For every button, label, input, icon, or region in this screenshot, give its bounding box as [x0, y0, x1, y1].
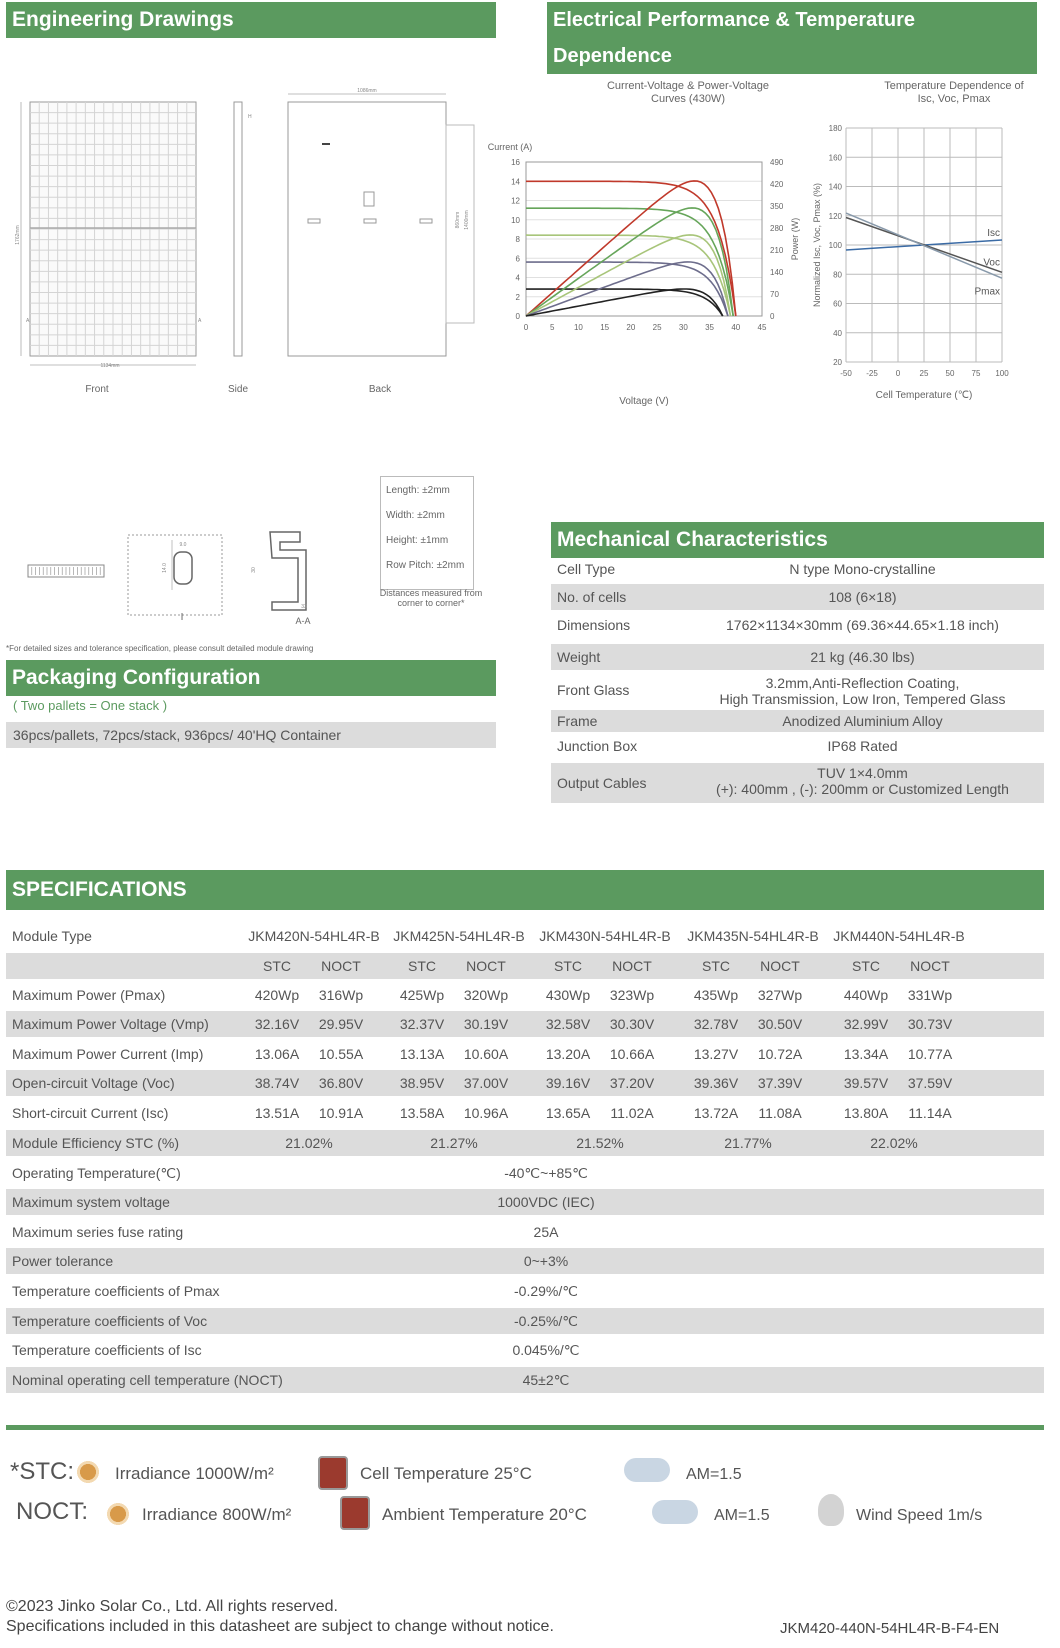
mechanical-row — [551, 734, 1044, 758]
dim-profile-30-label: 30 — [251, 567, 257, 573]
packaging-header: Packaging Configuration — [6, 660, 496, 696]
dim-width-label: 1134mm — [100, 363, 120, 369]
section-aa-label: A-A — [295, 616, 311, 626]
spec-value: 10.77A — [907, 1046, 953, 1062]
spec-value: 37.39V — [757, 1075, 803, 1091]
efficiency-value: 21.77% — [724, 1135, 772, 1151]
efficiency-value: 21.02% — [285, 1135, 333, 1151]
mechanical-row — [551, 612, 1044, 638]
front-view-drawing — [21, 102, 196, 365]
tolerance-note: Distances measured from corner to corner* — [379, 588, 483, 608]
engineering-drawings — [0, 70, 500, 400]
spec-common-label: Maximum system voltage — [12, 1194, 170, 1210]
spec-value: 38.74V — [254, 1075, 300, 1091]
efficiency-value: 21.52% — [576, 1135, 624, 1151]
wind-icon — [818, 1494, 844, 1526]
temp-x-tick: 25 — [919, 369, 929, 378]
mechanical-row — [551, 557, 1044, 581]
iv-x-tick: 30 — [678, 323, 688, 332]
temp-x-tick: 100 — [995, 369, 1009, 378]
iv-x-tick: 20 — [626, 323, 636, 332]
spec-value: 10.91A — [318, 1105, 364, 1121]
drawing-footnote: *For detailed sizes and tolerance specification, please consult detailed module drawing — [6, 644, 314, 653]
spec-value: 29.95V — [318, 1016, 364, 1032]
spec-common-value: -40℃~+85℃ — [504, 1165, 588, 1181]
mechanical-value — [681, 765, 1044, 797]
temp-legend-pmax: Pmax — [974, 286, 1000, 298]
spec-common-value: 1000VDC (IEC) — [497, 1194, 595, 1210]
spec-value: 11.08A — [758, 1105, 802, 1121]
mechanical-label: No. of cells — [557, 589, 627, 605]
mechanical-header: Mechanical Characteristics — [551, 522, 1044, 558]
spec-value: 32.58V — [545, 1016, 591, 1032]
mechanical-row — [551, 673, 1044, 707]
mechanical-label: Front Glass — [557, 682, 630, 698]
spec-value: 32.78V — [693, 1016, 739, 1032]
temp-y-tick: 40 — [833, 328, 842, 338]
noct-header: NOCT — [910, 958, 950, 974]
temp-y-tick: 80 — [833, 270, 842, 280]
iv-x-tick: 10 — [573, 323, 583, 332]
spec-common-row — [6, 1367, 1044, 1393]
noct-wind-speed: Wind Speed 1m/s — [856, 1507, 983, 1524]
efficiency-label: Module Efficiency STC (%) — [12, 1135, 180, 1151]
spec-value: 11.14A — [908, 1105, 952, 1121]
noct-label: NOCT: — [16, 1498, 88, 1525]
mechanical-value — [681, 561, 1044, 577]
spec-value: 37.00V — [463, 1075, 509, 1091]
model-name: JKM430N-54HL4R-B — [539, 928, 671, 944]
iv-y2-tick: 420 — [770, 180, 784, 189]
stc-header: STC — [852, 958, 880, 974]
dim-height-label: 1762mm — [15, 225, 21, 245]
iv-y-axis-label: Current (A) — [487, 142, 533, 152]
mechanical-value-line: Anodized Aluminium Alloy — [782, 713, 943, 729]
spec-common-label: Operating Temperature(℃) — [12, 1165, 181, 1181]
side-view-drawing — [234, 102, 242, 356]
footer-code: JKM420-440N-54HL4R-B-F4-EN — [780, 1620, 1000, 1637]
stc-header: STC — [408, 958, 436, 974]
iv-y-tick: 6 — [515, 254, 520, 264]
spec-value: 32.99V — [843, 1016, 889, 1032]
packaging-subtitle: ( Two pallets = One stack ) — [13, 698, 168, 713]
thermometer-icon — [340, 1496, 370, 1530]
spec-value: 420Wp — [254, 987, 300, 1003]
iv-curve — [526, 289, 723, 316]
spec-row-label: Maximum Power Voltage (Vmp) — [12, 1016, 209, 1032]
tolerance-row-pitch: Row Pitch: ±2mm — [386, 560, 465, 571]
spec-common-row — [6, 1219, 1044, 1245]
mechanical-value-line: 1762×1134×30mm (69.36×44.65×1.18 inch) — [726, 617, 999, 633]
dim-detail-14-label: 14.0 — [162, 563, 168, 573]
back-view-drawing — [288, 94, 474, 356]
iv-y-tick: 10 — [511, 215, 520, 225]
spec-row — [6, 1100, 1044, 1126]
temp-x-tick: 50 — [945, 369, 955, 378]
noct-header: NOCT — [466, 958, 506, 974]
edge-section-drawing — [28, 565, 104, 577]
frame-profile-drawing — [270, 532, 306, 610]
spec-row — [6, 1070, 1044, 1096]
tolerance-width: Width: ±2mm — [386, 510, 445, 521]
stc-noct-header-row — [6, 953, 1044, 979]
spec-bottom-rule — [6, 1425, 1044, 1430]
temp-x-tick: -25 — [866, 369, 878, 378]
spec-common-value: 0~+3% — [523, 1253, 569, 1269]
temp-y-axis-label: Normalized Isc, Voc, Pmax (%) — [812, 182, 822, 308]
iv-y2-tick: 350 — [770, 202, 784, 211]
spec-common-label: Temperature coefficients of Isc — [12, 1342, 202, 1358]
iv-x-tick: 5 — [549, 323, 555, 332]
section-i-label: I — [180, 612, 184, 623]
mechanical-row — [551, 763, 1044, 803]
spec-value: 440Wp — [843, 987, 889, 1003]
dim-back-top-label: 1086mm — [357, 88, 377, 94]
stc-header: STC — [702, 958, 730, 974]
efficiency-row — [6, 1130, 1044, 1156]
noct-header: NOCT — [612, 958, 652, 974]
thermometer-icon — [318, 1456, 348, 1490]
mechanical-row — [551, 584, 1044, 610]
spec-value: 39.16V — [545, 1075, 591, 1091]
noct-ambient-temperature: Ambient Temperature 20°C — [382, 1505, 587, 1524]
efficiency-value: 21.27% — [430, 1135, 478, 1151]
spec-value: 323Wp — [609, 987, 655, 1003]
cloud-icon — [652, 1500, 698, 1524]
engineering-drawings-header: Engineering Drawings — [6, 2, 496, 38]
mechanical-value-line: 108 (6×18) — [828, 589, 897, 605]
temp-y-tick: 160 — [828, 153, 842, 163]
spec-value: 320Wp — [463, 987, 509, 1003]
spec-value: 13.20A — [545, 1046, 591, 1062]
mechanical-row — [551, 644, 1044, 670]
spec-value: 13.34A — [843, 1046, 889, 1062]
mechanical-value-line: 3.2mm,Anti-Reflection Coating, — [765, 675, 960, 691]
spec-common-value: 25A — [533, 1224, 559, 1240]
iv-chart-title: Current-Voltage & Power-Voltage Curves (430W) — [606, 80, 770, 105]
spec-common-value: -0.29%/℃ — [514, 1283, 578, 1299]
spec-value: 32.16V — [254, 1016, 300, 1032]
specifications-header: SPECIFICATIONS — [6, 870, 1044, 910]
stc-header: STC — [263, 958, 291, 974]
temp-y-tick: 140 — [828, 182, 842, 192]
model-name: JKM425N-54HL4R-B — [393, 928, 525, 944]
spec-value: 13.51A — [254, 1105, 300, 1121]
spec-value: 327Wp — [757, 987, 803, 1003]
mechanical-row — [551, 710, 1044, 732]
mechanical-value — [681, 617, 1044, 633]
stc-header: STC — [554, 958, 582, 974]
temp-x-tick: 0 — [895, 369, 901, 378]
mechanical-value-line: N type Mono-crystalline — [789, 561, 936, 577]
spec-common-row — [6, 1248, 1044, 1274]
iv-y-tick: 16 — [511, 158, 520, 167]
efficiency-value: 22.02% — [870, 1135, 918, 1151]
iv-x-tick: 40 — [731, 323, 741, 332]
spec-row-label: Maximum Power (Pmax) — [12, 987, 166, 1003]
spec-common-value: 45±2℃ — [522, 1372, 570, 1388]
mechanical-label: Output Cables — [557, 775, 647, 791]
spec-common-value: -0.25%/℃ — [514, 1313, 578, 1329]
iv-y2-tick: 490 — [770, 158, 784, 167]
spec-common-row — [6, 1278, 1044, 1304]
spec-row — [6, 1011, 1044, 1037]
spec-value: 13.65A — [545, 1105, 591, 1121]
iv-y2-tick: 0 — [770, 312, 775, 321]
corner-detail-drawing — [128, 535, 222, 615]
dim-back-side1-label: 860mm — [455, 211, 461, 229]
spec-value: 331Wp — [907, 987, 953, 1003]
iv-y-tick: 0 — [515, 312, 520, 321]
spec-common-value: 0.045%/℃ — [512, 1342, 580, 1358]
electrical-performance-header: Electrical Performance & Temperature Dependence — [547, 2, 1037, 74]
model-name: JKM420N-54HL4R-B — [248, 928, 380, 944]
stc-am: AM=1.5 — [686, 1466, 742, 1483]
noct-am: AM=1.5 — [714, 1507, 770, 1524]
temp-y-tick: 180 — [828, 124, 842, 133]
temp-chart — [812, 118, 1060, 430]
model-name: JKM440N-54HL4R-B — [833, 928, 965, 944]
dim-profile-33-label: 33 — [301, 604, 307, 610]
temp-x-tick: -50 — [840, 369, 852, 378]
spec-value: 13.72A — [693, 1105, 739, 1121]
spec-common-label: Power tolerance — [12, 1253, 114, 1269]
spec-common-row — [6, 1189, 1044, 1215]
spec-row-label: Open-circuit Voltage (Voc) — [12, 1075, 175, 1091]
mechanical-value — [681, 713, 1044, 729]
side-label: Side — [227, 384, 249, 395]
pv-curve — [526, 235, 731, 316]
spec-value: 10.55A — [318, 1046, 364, 1062]
mechanical-value-line: High Transmission, Low Iron, Tempered Glass — [719, 691, 1006, 707]
mechanical-value-line: (+): 400mm , (-): 200mm or Customized Length — [716, 781, 1009, 797]
spec-common-label: Nominal operating cell temperature (NOCT) — [12, 1372, 283, 1388]
tolerance-height: Height: ±1mm — [386, 535, 449, 546]
temp-y-tick: 60 — [833, 299, 842, 309]
mechanical-label: Junction Box — [557, 738, 638, 754]
model-name: JKM435N-54HL4R-B — [687, 928, 819, 944]
spec-row — [6, 982, 1044, 1008]
spec-common-row — [6, 1160, 1044, 1186]
spec-value: 425Wp — [399, 987, 445, 1003]
temp-legend-voc: Voc — [983, 257, 1000, 269]
spec-row — [6, 1041, 1044, 1067]
iv-curve — [526, 235, 731, 316]
spec-value: 13.27V — [693, 1046, 739, 1062]
spec-value: 39.57V — [843, 1075, 889, 1091]
iv-x-tick: 35 — [705, 323, 715, 332]
iv-y-tick: 4 — [515, 273, 520, 283]
spec-value: 32.37V — [399, 1016, 445, 1032]
spec-value: 37.59V — [907, 1075, 953, 1091]
sun-icon — [104, 1500, 132, 1528]
mechanical-label: Frame — [557, 713, 598, 729]
spec-row-label: Short-circuit Current (Isc) — [12, 1105, 169, 1121]
spec-row-label: Maximum Power Current (Imp) — [12, 1046, 204, 1062]
iv-y2-tick: 280 — [770, 224, 784, 233]
spec-value: 30.19V — [463, 1016, 509, 1032]
back-label: Back — [368, 384, 392, 395]
module-type-label: Module Type — [12, 928, 92, 944]
spec-common-row — [6, 1308, 1044, 1334]
mechanical-value-line: IP68 Rated — [827, 738, 898, 754]
spec-value: 10.96A — [463, 1105, 509, 1121]
spec-common-label: Maximum series fuse rating — [12, 1224, 184, 1240]
spec-value: 10.66A — [609, 1046, 655, 1062]
iv-y2-axis-label: Power (W) — [790, 217, 800, 261]
front-label: Front — [85, 384, 109, 395]
dim-back-side2-label: 1400mm — [464, 210, 470, 230]
mechanical-value — [681, 675, 1044, 707]
spec-value: 10.60A — [463, 1046, 509, 1062]
dim-a-label-right: A — [198, 318, 202, 324]
spec-value: 38.95V — [399, 1075, 445, 1091]
iv-chart — [487, 142, 820, 430]
iv-y-tick: 8 — [515, 235, 520, 244]
spec-value: 39.36V — [693, 1075, 739, 1091]
temp-legend-isc: Isc — [987, 228, 1000, 240]
temp-x-axis-label: Cell Temperature (℃) — [875, 390, 973, 401]
mechanical-label: Weight — [557, 649, 601, 665]
iv-y2-tick: 70 — [770, 290, 779, 299]
dim-h-label: H — [248, 114, 252, 120]
temp-chart-title: Temperature Dependence of Isc, Voc, Pmax — [884, 80, 1024, 105]
cloud-icon — [624, 1458, 670, 1482]
iv-y2-tick: 210 — [770, 246, 784, 255]
temp-x-tick: 75 — [971, 369, 981, 378]
spec-value: 30.50V — [757, 1016, 803, 1032]
mechanical-value-line: TUV 1×4.0mm — [817, 765, 908, 781]
temp-y-tick: 20 — [833, 358, 842, 367]
noct-header: NOCT — [321, 958, 361, 974]
spec-value: 30.30V — [609, 1016, 655, 1032]
footer-copyright: ©2023 Jinko Solar Co., Ltd. All rights reserved. — [6, 1598, 338, 1615]
stc-label: *STC: — [10, 1458, 75, 1485]
spec-value: 435Wp — [693, 987, 739, 1003]
footer-notice: Specifications included in this datasheet are subject to change without notice. — [6, 1618, 554, 1635]
dim-detail-9-label: 9.0 — [179, 542, 187, 548]
iv-y2-tick: 140 — [770, 268, 784, 277]
temp-y-tick: 100 — [828, 241, 842, 250]
iv-y-tick: 14 — [511, 177, 520, 187]
noct-irradiance: Irradiance 800W/m² — [142, 1505, 292, 1524]
spec-common-row — [6, 1337, 1044, 1363]
stc-irradiance: Irradiance 1000W/m² — [115, 1464, 274, 1483]
iv-x-tick: 15 — [600, 323, 610, 332]
mechanical-value — [681, 649, 1044, 665]
spec-common-label: Temperature coefficients of Voc — [12, 1313, 208, 1329]
mechanical-label: Dimensions — [557, 617, 631, 633]
spec-value: 10.72A — [757, 1046, 803, 1062]
mechanical-value-line: 21 kg (46.30 lbs) — [810, 649, 915, 665]
spec-value: 316Wp — [318, 987, 364, 1003]
iv-y-tick: 2 — [515, 292, 520, 302]
spec-value: 13.58A — [399, 1105, 445, 1121]
iv-x-tick: 25 — [652, 323, 662, 332]
spec-value: 13.80A — [843, 1105, 889, 1121]
spec-value: 37.20V — [609, 1075, 655, 1091]
iv-y-tick: 12 — [511, 196, 520, 206]
tolerance-length: Length: ±2mm — [386, 485, 450, 496]
packaging-detail: 36pcs/pallets, 72pcs/stack, 936pcs/ 40'HQ Container — [13, 727, 341, 743]
temp-y-tick: 120 — [828, 211, 842, 221]
dim-a-label-left: A — [26, 318, 30, 324]
mechanical-value — [681, 589, 1044, 605]
iv-x-tick: 45 — [757, 323, 767, 332]
stc-cell-temperature: Cell Temperature 25°C — [360, 1464, 532, 1483]
module-type-row — [6, 923, 1044, 949]
spec-common-label: Temperature coefficients of Pmax — [12, 1283, 220, 1299]
iv-x-tick: 0 — [523, 323, 529, 332]
sun-icon — [74, 1458, 102, 1486]
spec-value: 30.73V — [907, 1016, 953, 1032]
iv-x-axis-label: Voltage (V) — [619, 396, 669, 407]
spec-value: 11.02A — [610, 1105, 654, 1121]
noct-header: NOCT — [760, 958, 800, 974]
mechanical-value — [681, 738, 1044, 754]
mechanical-label: Cell Type — [557, 561, 616, 577]
spec-value: 13.13A — [399, 1046, 445, 1062]
spec-value: 36.80V — [318, 1075, 364, 1091]
spec-value: 430Wp — [545, 987, 591, 1003]
spec-value: 13.06A — [254, 1046, 300, 1062]
